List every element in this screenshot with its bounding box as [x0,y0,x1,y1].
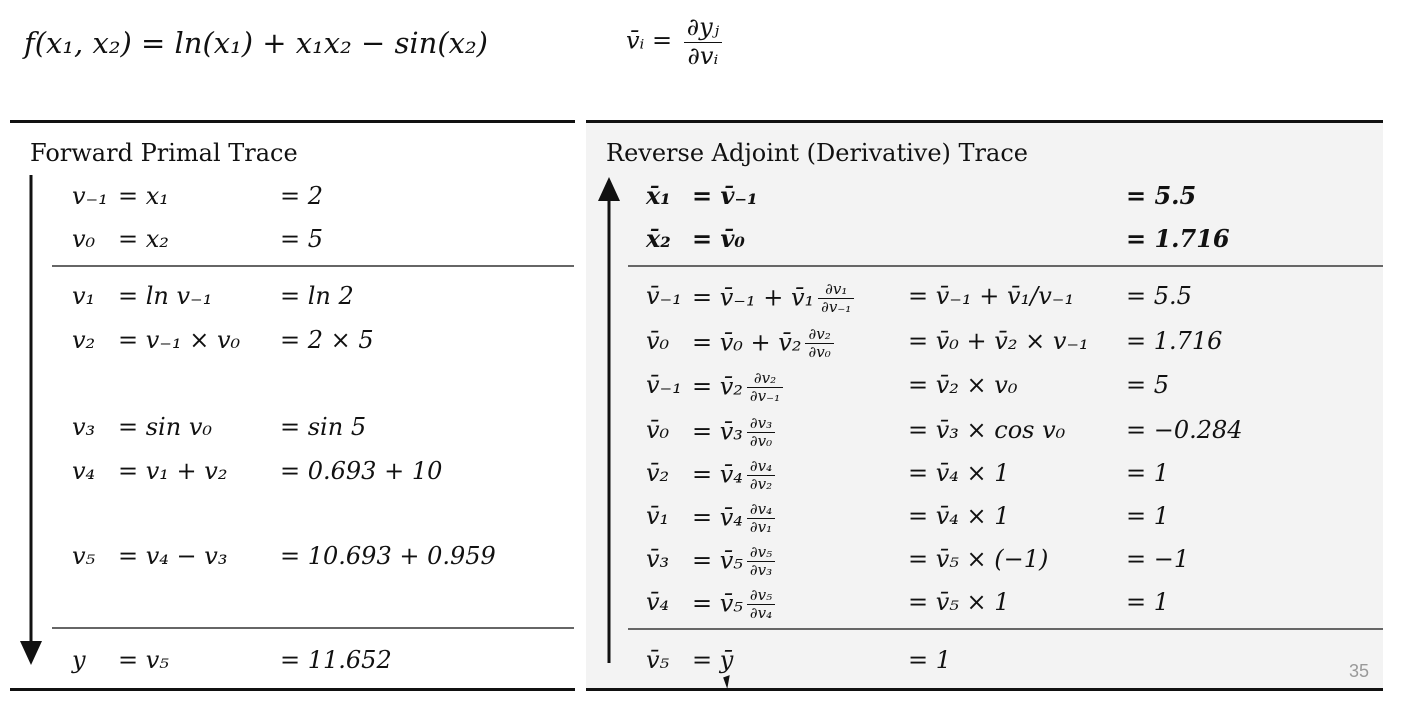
forward-val: = 11.652 [280,646,392,674]
partial-fraction [805,326,833,362]
partial-denominator: ∂v₃ [749,561,773,580]
reverse-eq [692,326,834,362]
partial-numerator: ∂v₂ [805,326,833,344]
reverse-step-row [586,500,1376,537]
reverse-lhs: x̄₁ [646,181,671,210]
reverse-divider [628,265,1383,267]
reverse-expr: = v̄₃ × cos v₀ [908,416,1066,444]
adjoint-lhs: v̄ᵢ = [626,26,673,55]
reverse-expr: = v̄₄ × 1 [908,459,1010,487]
partial-denominator: ∂v₋₁ [749,387,781,406]
forward-eq: = sin v₀ [118,413,212,441]
forward-row [10,281,570,311]
partial-denominator: ∂v₂ [749,475,773,494]
partial-denominator: ∂v₀ [808,343,831,362]
reverse-eq [692,281,854,317]
forward-eq: = v₅ [118,646,169,674]
forward-eq: = x₁ [118,182,169,210]
reverse-expr: = v̄₅ × (−1) [908,545,1049,573]
forward-divider [52,265,574,267]
reverse-eq-text: = v̄₅ [692,546,743,575]
reverse-val: = 1 [1126,502,1170,530]
reverse-val: = −1 [1126,545,1190,573]
forward-trace-panel [10,120,575,691]
partial-numerator: ∂v₂ [747,370,783,388]
reverse-eq-text: = v̄₃ [692,417,743,446]
reverse-step-row [586,543,1376,580]
reverse-val: = 1.716 [1126,327,1223,355]
forward-val: = 10.693 + 0.959 [280,542,496,570]
forward-lhs: v₂ [72,326,96,354]
reverse-expr: = v̄₀ + v̄₂ × v₋₁ [908,327,1089,355]
reverse-eq [692,501,775,537]
forward-lhs: v₅ [72,542,96,570]
reverse-val: = −0.284 [1126,416,1243,444]
forward-lhs: v₀ [72,225,96,253]
reverse-eq [692,458,775,494]
reverse-eq-text: = v̄₂ [692,372,743,401]
reverse-lhs: v̄₂ [646,459,670,487]
forward-lhs: v₃ [72,413,96,441]
forward-eq: = x₂ [118,225,169,253]
forward-row [10,456,570,486]
reverse-val: = 1 [908,646,952,674]
forward-lhs: v₋₁ [72,182,108,210]
reverse-eq: = v̄₋₁ [692,181,758,210]
partial-numerator: ∂v₄ [747,458,775,476]
forward-val: = sin 5 [280,413,367,441]
partial-numerator: ∂v₅ [747,544,775,562]
reverse-step-row [586,586,1376,623]
reverse-eq: = ȳ [692,646,734,674]
reverse-lhs: v̄₋₁ [646,371,682,399]
partial-fraction [747,587,775,623]
forward-eq: = v₋₁ × v₀ [118,326,241,354]
forward-val: = 2 [280,182,324,210]
partial-numerator: ∂v₅ [747,587,775,605]
forward-row [10,325,570,355]
reverse-divider [628,628,1383,630]
forward-row [10,412,570,442]
reverse-val: = 5.5 [1126,282,1192,310]
partial-fraction [747,501,775,537]
reverse-step-row [586,369,1376,406]
reverse-expr: = v̄₅ × 1 [908,588,1010,616]
forward-lhs: v₁ [72,282,96,310]
reverse-title: Reverse Adjoint (Derivative) Trace [606,139,1028,167]
forward-eq: = v₁ + v₂ [118,457,228,485]
reverse-val: = 1 [1126,459,1170,487]
adjoint-definition [626,14,722,70]
forward-eq: = v₄ − v₃ [118,542,228,570]
forward-val: = 2 × 5 [280,326,374,354]
adjoint-denominator: ∂vᵢ [687,41,719,70]
reverse-eq [692,415,775,451]
reverse-lhs: v̄₁ [646,502,670,530]
reverse-expr: = v̄₋₁ + v̄₁/v₋₁ [908,282,1075,310]
forward-divider [52,627,574,629]
reverse-lhs: v̄₃ [646,545,670,573]
reverse-expr: = v̄₂ × v₀ [908,371,1018,399]
partial-numerator: ∂v₁ [818,281,854,299]
partial-fraction [818,281,854,317]
partial-fraction [747,544,775,580]
reverse-trace-panel [586,120,1383,691]
partial-denominator: ∂v₄ [749,604,773,623]
reverse-eq: = v̄₀ [692,224,745,253]
partial-denominator: ∂v₀ [749,432,773,451]
reverse-lhs: v̄₅ [646,646,670,674]
reverse-lhs: v̄₀ [646,416,670,444]
forward-row [10,181,570,211]
adjoint-numerator: ∂yⱼ [684,14,722,43]
partial-denominator: ∂v₋₁ [821,298,852,317]
forward-title: Forward Primal Trace [30,139,298,167]
reverse-row [586,181,1376,211]
reverse-step-row [586,457,1376,494]
reverse-lhs: v̄₀ [646,327,670,355]
reverse-val: = 5.5 [1126,181,1197,210]
forward-eq: = ln v₋₁ [118,282,213,310]
forward-row [10,541,570,571]
partial-numerator: ∂v₄ [747,501,775,519]
reverse-eq-text: = v̄₄ [692,503,743,532]
reverse-expr: = v̄₄ × 1 [908,502,1010,530]
adjoint-fraction [684,14,722,70]
reverse-eq-text: = v̄₅ [692,589,743,618]
forward-val: = 5 [280,225,324,253]
page-number: 35 [1348,661,1369,681]
reverse-val: = 1 [1126,588,1170,616]
reverse-row [586,645,1376,675]
reverse-lhs: v̄₄ [646,588,670,616]
forward-row [10,224,570,254]
reverse-eq [692,587,775,623]
reverse-lhs: x̄₂ [646,224,671,253]
partial-fraction [747,458,775,494]
reverse-val: = 5 [1126,371,1170,399]
reverse-eq [692,370,783,406]
forward-lhs: v₄ [72,457,96,485]
reverse-eq-text: = v̄₋₁ + v̄₁ [692,283,815,312]
forward-row [10,645,570,675]
forward-val: = ln 2 [280,282,354,310]
forward-val: = 0.693 + 10 [280,457,443,485]
function-definition: f(x₁, x₂) = ln(x₁) + x₁x₂ − sin(x₂) [24,26,488,60]
partial-denominator: ∂v₁ [749,518,773,537]
partial-numerator: ∂v₃ [747,415,775,433]
reverse-eq [692,544,775,580]
reverse-eq-text: = v̄₄ [692,460,743,489]
reverse-eq-text: = v̄₀ + v̄₂ [692,328,802,357]
reverse-lhs: v̄₋₁ [646,282,682,310]
reverse-val: = 1.716 [1126,224,1230,253]
reverse-step-row [586,414,1376,451]
partial-fraction [747,370,783,406]
partial-fraction [747,415,775,451]
reverse-step-row [586,280,1376,317]
reverse-step-row [586,325,1376,362]
reverse-row [586,224,1376,254]
forward-lhs: y [72,646,86,674]
